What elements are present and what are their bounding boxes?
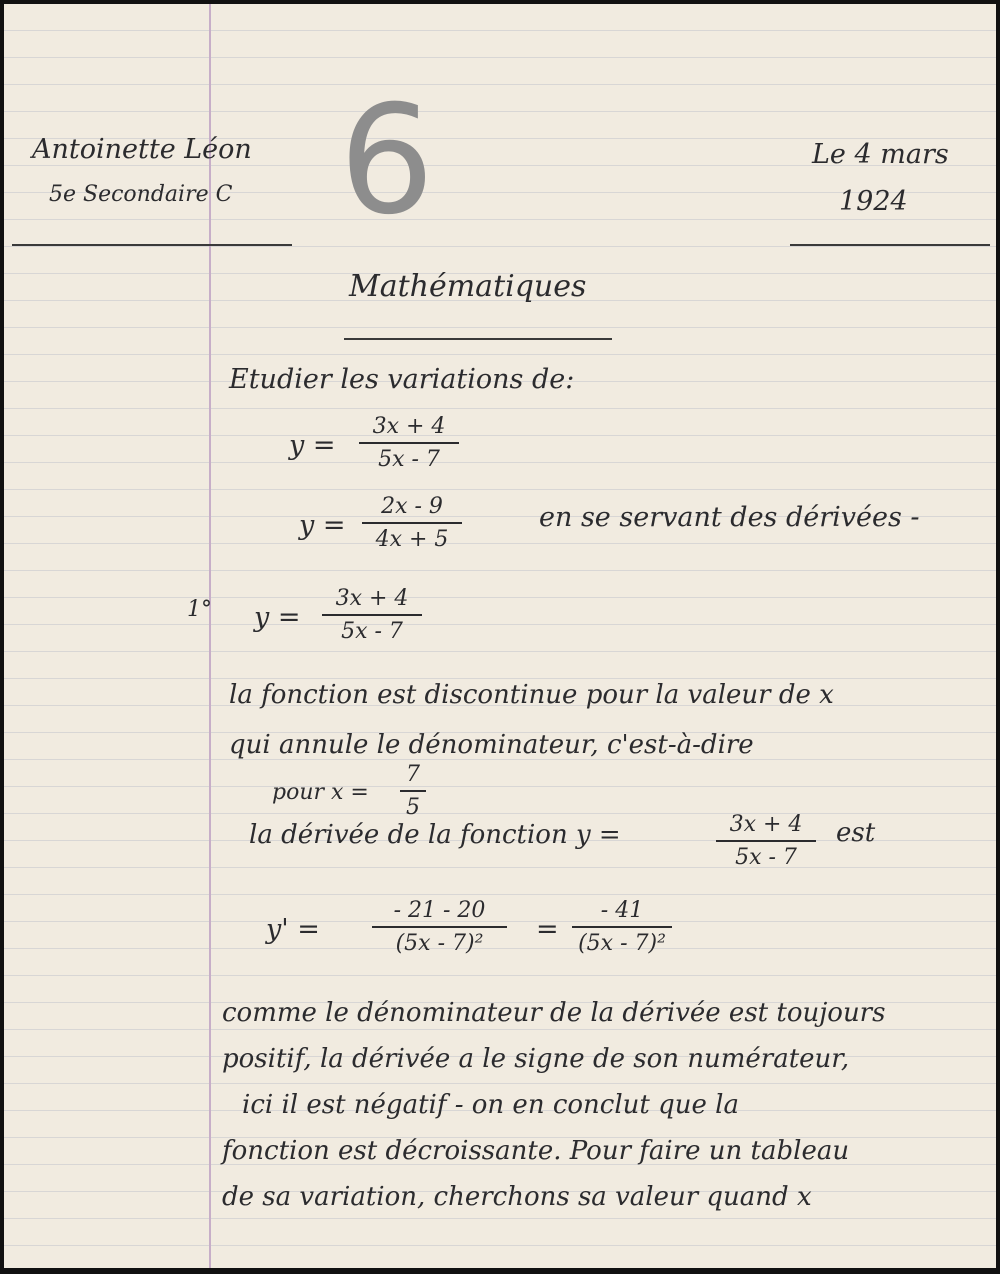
derivative-denominator: 5x - 7 (735, 845, 797, 870)
para-line-4: fonction est décroissante. Pour faire un tableau (222, 1136, 850, 1166)
grade-mark: 6 (339, 74, 435, 248)
fraction-bar (322, 614, 422, 616)
exercise-method: en se servant des dérivées - (539, 502, 920, 533)
text-line-1: la fonction est discontinue pour la valeur de x (229, 680, 834, 710)
notebook-page (4, 4, 996, 1268)
fraction-bar (400, 790, 426, 792)
pour-x-denominator: 5 (406, 795, 420, 820)
derivative-fraction (716, 812, 816, 870)
sol-eq-denominator: 5x - 7 (341, 619, 403, 644)
fraction-bar (572, 926, 672, 928)
date-line-2: 1924 (839, 186, 908, 217)
eq2-fraction (362, 494, 462, 552)
eq2-lhs: y = (299, 510, 346, 541)
pour-x-fraction (400, 762, 426, 820)
y-prime-fraction-2 (572, 898, 672, 956)
sol-eq-numerator: 3x + 4 (335, 586, 409, 611)
eq1-lhs: y = (289, 430, 336, 461)
para-line-5: de sa variation, cherchons sa valeur quand x (222, 1182, 812, 1212)
title-underline (344, 338, 612, 340)
class-name: 5e Secondaire C (49, 182, 233, 207)
exercise-prompt: Etudier les variations de: (229, 364, 575, 395)
eq2-denominator: 4x + 5 (375, 527, 449, 552)
y-prime-denominator-2: (5x - 7)² (578, 931, 666, 956)
sol-eq-lhs: y = (254, 602, 301, 633)
student-name: Antoinette Léon (32, 134, 252, 165)
para-line-1: comme le dénominateur de la dérivée est toujours (222, 998, 886, 1028)
fraction-bar (362, 522, 462, 524)
para-line-2: positif, la dérivée a le signe de son numérateur, (222, 1044, 850, 1074)
y-prime-denominator-1: (5x - 7)² (395, 931, 484, 956)
equals-sign: = (536, 914, 559, 945)
eq1-denominator: 5x - 7 (378, 447, 440, 472)
y-prime-fraction-1 (372, 898, 507, 956)
text-line-2: qui annule le dénominateur, c'est-à-dire (229, 730, 754, 760)
fraction-bar (716, 840, 816, 842)
derivative-numerator: 3x + 4 (729, 812, 803, 837)
sol-eq-fraction (322, 586, 422, 644)
pour-x-text: pour x = (272, 780, 369, 805)
fraction-bar (372, 926, 507, 928)
derivative-text: la dérivée de la fonction y = (249, 820, 621, 850)
eq2-numerator: 2x - 9 (381, 494, 443, 519)
para-line-3: ici il est négatif - on en conclut que la (242, 1090, 739, 1120)
page-title: Mathématiques (349, 269, 587, 304)
date-line-1: Le 4 mars (812, 139, 949, 170)
eq1-fraction (359, 414, 459, 472)
y-prime-numerator-1: - 21 - 20 (393, 898, 486, 923)
header-rule-right (790, 244, 990, 246)
header-rule-left (12, 244, 292, 246)
fraction-bar (359, 442, 459, 444)
part-marker: 1° (187, 597, 212, 622)
y-prime-lhs: y' = (266, 914, 320, 945)
y-prime-numerator-2: - 41 (600, 898, 644, 923)
eq1-numerator: 3x + 4 (372, 414, 446, 439)
derivative-est: est (836, 818, 876, 848)
pour-x-numerator: 7 (406, 762, 420, 787)
